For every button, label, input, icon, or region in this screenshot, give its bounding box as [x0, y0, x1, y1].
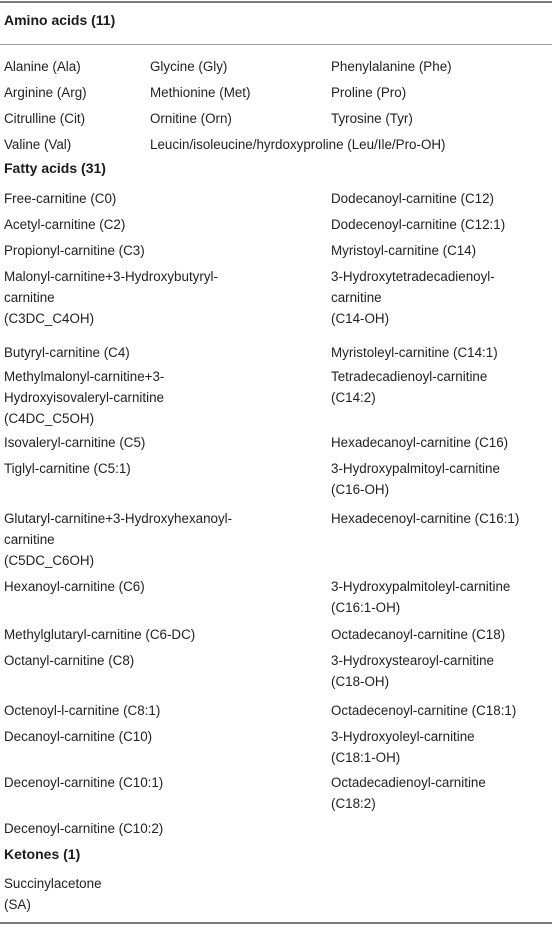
cell-line: Malonyl-carnitine+3-Hydroxybutyryl-	[4, 269, 218, 284]
cell-line: Decenoyl-carnitine (C10:2)	[4, 821, 164, 836]
table-cell	[331, 726, 475, 768]
cell-line: (C4DC_C5OH)	[4, 411, 95, 426]
table-cell: Glycine (Gly)	[150, 59, 228, 74]
table-cell	[4, 624, 195, 645]
table-cell	[4, 650, 134, 671]
cell-line: (C14:2)	[331, 390, 376, 405]
cell-line: Dodecanoyl-carnitine (C12)	[331, 191, 494, 206]
cell-line: (C16:1-OH)	[331, 600, 401, 615]
table-cell: Valine (Val)	[4, 137, 72, 152]
table-cell	[4, 188, 116, 209]
table-cell	[4, 508, 232, 571]
table-cell: Proline (Pro)	[331, 85, 407, 100]
table-cell	[4, 214, 125, 235]
cell-line: Isovaleryl-carnitine (C5)	[4, 435, 146, 450]
table-cell	[331, 624, 505, 645]
cell-line: Tetradecadienoyl-carnitine	[331, 369, 488, 384]
section-heading-amino-acids: Amino acids (11)	[4, 12, 116, 28]
cell-line: (C18-OH)	[331, 674, 390, 689]
table-cell	[4, 432, 145, 453]
cell-line: (C18:2)	[331, 796, 376, 811]
cell-line: (C5DC_C6OH)	[4, 553, 95, 568]
header-rule	[0, 44, 552, 45]
table-cell	[331, 432, 508, 453]
cell-line: Succinylacetone	[4, 876, 102, 891]
cell-line: Hexadecenoyl-carnitine (C16:1)	[331, 511, 520, 526]
table-cell: Alanine (Ala)	[4, 59, 81, 74]
table-cell	[4, 240, 145, 261]
cell-line: (C18:1-OH)	[331, 750, 401, 765]
table-cell: Leucin/isoleucine/hyrdoxyproline (Leu/Ile/Pro-OH)	[150, 137, 446, 152]
cell-line: (C14-OH)	[331, 311, 390, 326]
table-cell	[331, 366, 487, 408]
cell-line: Free-carnitine (C0)	[4, 191, 117, 206]
table-cell: Tyrosine (Tyr)	[331, 111, 413, 126]
table-cell	[331, 188, 494, 209]
table-cell	[4, 266, 218, 329]
table-cell	[4, 726, 152, 747]
cell-line: Butyryl-carnitine (C4)	[4, 345, 130, 360]
cell-line: Decenoyl-carnitine (C10:1)	[4, 775, 164, 790]
table-top-rule	[0, 1, 552, 3]
cell-line: carnitine	[4, 290, 55, 305]
cell-line: Methylglutaryl-carnitine (C6-DC)	[4, 627, 196, 642]
table-cell	[4, 366, 164, 429]
cell-line: 3-Hydroxyoleyl-carnitine	[331, 729, 475, 744]
table-cell	[331, 214, 505, 235]
cell-line: Octadecanoyl-carnitine (C18)	[331, 627, 506, 642]
cell-line: Dodecenoyl-carnitine (C12:1)	[331, 217, 506, 232]
table-cell	[331, 700, 516, 721]
table-cell	[331, 458, 500, 500]
cell-line: (SA)	[4, 897, 31, 912]
table-cell	[4, 873, 102, 915]
table-cell	[331, 650, 494, 692]
table-cell: Ornitine (Orn)	[150, 111, 232, 126]
table-cell	[331, 576, 510, 618]
cell-line: Octenoyl-l-carnitine (C8:1)	[4, 703, 161, 718]
cell-line: Methylmalonyl-carnitine+3-	[4, 369, 165, 384]
table-bottom-rule	[0, 922, 552, 924]
table-cell: Citrulline (Cit)	[4, 111, 86, 126]
section-heading-ketones: Ketones (1)	[4, 846, 81, 862]
table-cell	[331, 342, 498, 363]
table-cell	[331, 508, 519, 529]
table-cell: Phenylalanine (Phe)	[331, 59, 452, 74]
cell-line: Hydroxyisovaleryl-carnitine	[4, 390, 164, 405]
table-cell	[4, 772, 163, 793]
cell-line: Octanyl-carnitine (C8)	[4, 653, 135, 668]
table-cell: Methionine (Met)	[150, 85, 251, 100]
cell-line: carnitine	[331, 290, 382, 305]
section-heading-fatty-acids: Fatty acids (31)	[4, 160, 106, 176]
cell-line: Decanoyl-carnitine (C10)	[4, 729, 153, 744]
cell-line: Octadecadienoyl-carnitine	[331, 775, 486, 790]
cell-line: 3-Hydroxypalmitoyl-carnitine	[331, 461, 500, 476]
cell-line: Octadecenoyl-carnitine (C18:1)	[331, 703, 517, 718]
cell-line: Propionyl-carnitine (C3)	[4, 243, 145, 258]
cell-line: Myristoleyl-carnitine (C14:1)	[331, 345, 498, 360]
cell-line: Acetyl-carnitine (C2)	[4, 217, 126, 232]
table-cell	[331, 266, 495, 329]
cell-line: Myristoyl-carnitine (C14)	[331, 243, 477, 258]
cell-line: 3-Hydroxystearoyl-carnitine	[331, 653, 494, 668]
cell-line: Hexadecanoyl-carnitine (C16)	[331, 435, 509, 450]
cell-line: 3-Hydroxytetradecadienoyl-	[331, 269, 495, 284]
table-cell	[331, 772, 486, 814]
cell-line: (C16-OH)	[331, 482, 390, 497]
cell-line: 3-Hydroxypalmitoleyl-carnitine	[331, 579, 511, 594]
table-cell	[331, 240, 476, 261]
table-cell	[4, 700, 160, 721]
cell-line: Glutaryl-carnitine+3-Hydroxyhexanoyl-	[4, 511, 233, 526]
cell-line: Hexanoyl-carnitine (C6)	[4, 579, 145, 594]
table-cell	[4, 818, 163, 839]
cell-line: carnitine	[4, 532, 55, 547]
cell-line: (C3DC_C4OH)	[4, 311, 95, 326]
table-cell	[4, 458, 131, 479]
table-cell	[4, 342, 130, 363]
cell-line: Tiglyl-carnitine (C5:1)	[4, 461, 131, 476]
table-cell: Arginine (Arg)	[4, 85, 87, 100]
table-cell	[4, 576, 145, 597]
